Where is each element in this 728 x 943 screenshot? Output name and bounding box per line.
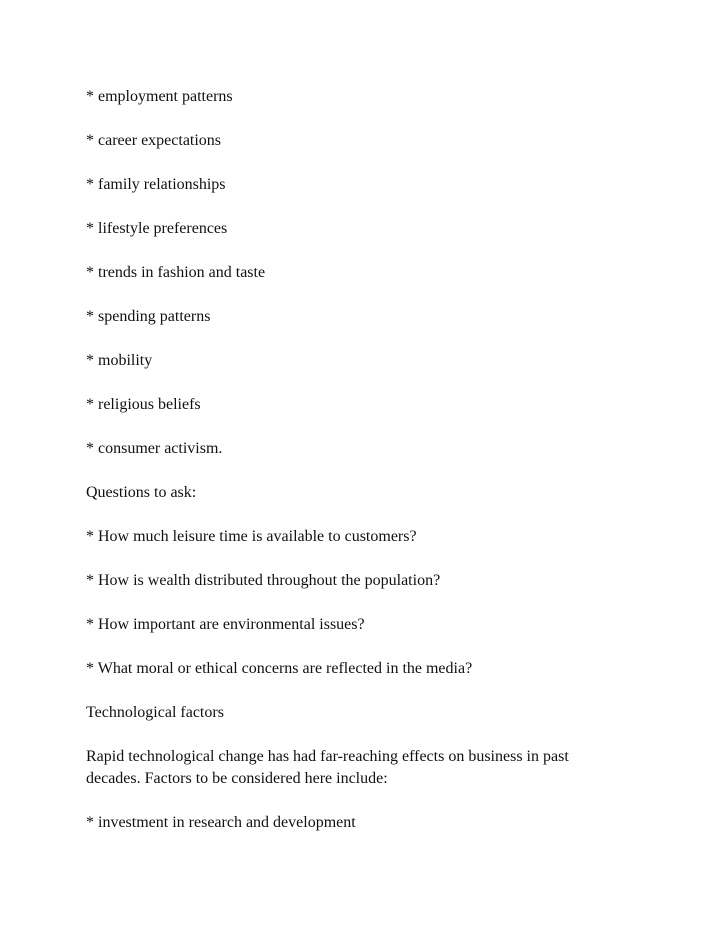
paragraph-line: Rapid technological change has had far-reaching effects on business in past — [86, 748, 569, 765]
section-heading: Technological factors — [86, 704, 224, 721]
document-page — [86, 0, 686, 943]
questions-heading: Questions to ask: — [86, 484, 197, 501]
paragraph-line: decades. Factors to be considered here include: — [86, 770, 388, 787]
list-item: * lifestyle preferences — [86, 220, 228, 237]
list-item: * family relationships — [86, 176, 226, 193]
question-item: * How much leisure time is available to customers? — [86, 528, 417, 545]
list-item: * trends in fashion and taste — [86, 264, 266, 281]
list-item: * employment patterns — [86, 88, 233, 105]
list-item: * consumer activism. — [86, 440, 223, 457]
list-item: * mobility — [86, 352, 153, 369]
question-item: * How important are environmental issues? — [86, 616, 365, 633]
question-item: * What moral or ethical concerns are reflected in the media? — [86, 660, 473, 677]
list-item: * investment in research and development — [86, 814, 356, 831]
question-item: * How is wealth distributed throughout the population? — [86, 572, 441, 589]
list-item: * career expectations — [86, 132, 222, 149]
list-item: * spending patterns — [86, 308, 211, 325]
list-item: * religious beliefs — [86, 396, 201, 413]
